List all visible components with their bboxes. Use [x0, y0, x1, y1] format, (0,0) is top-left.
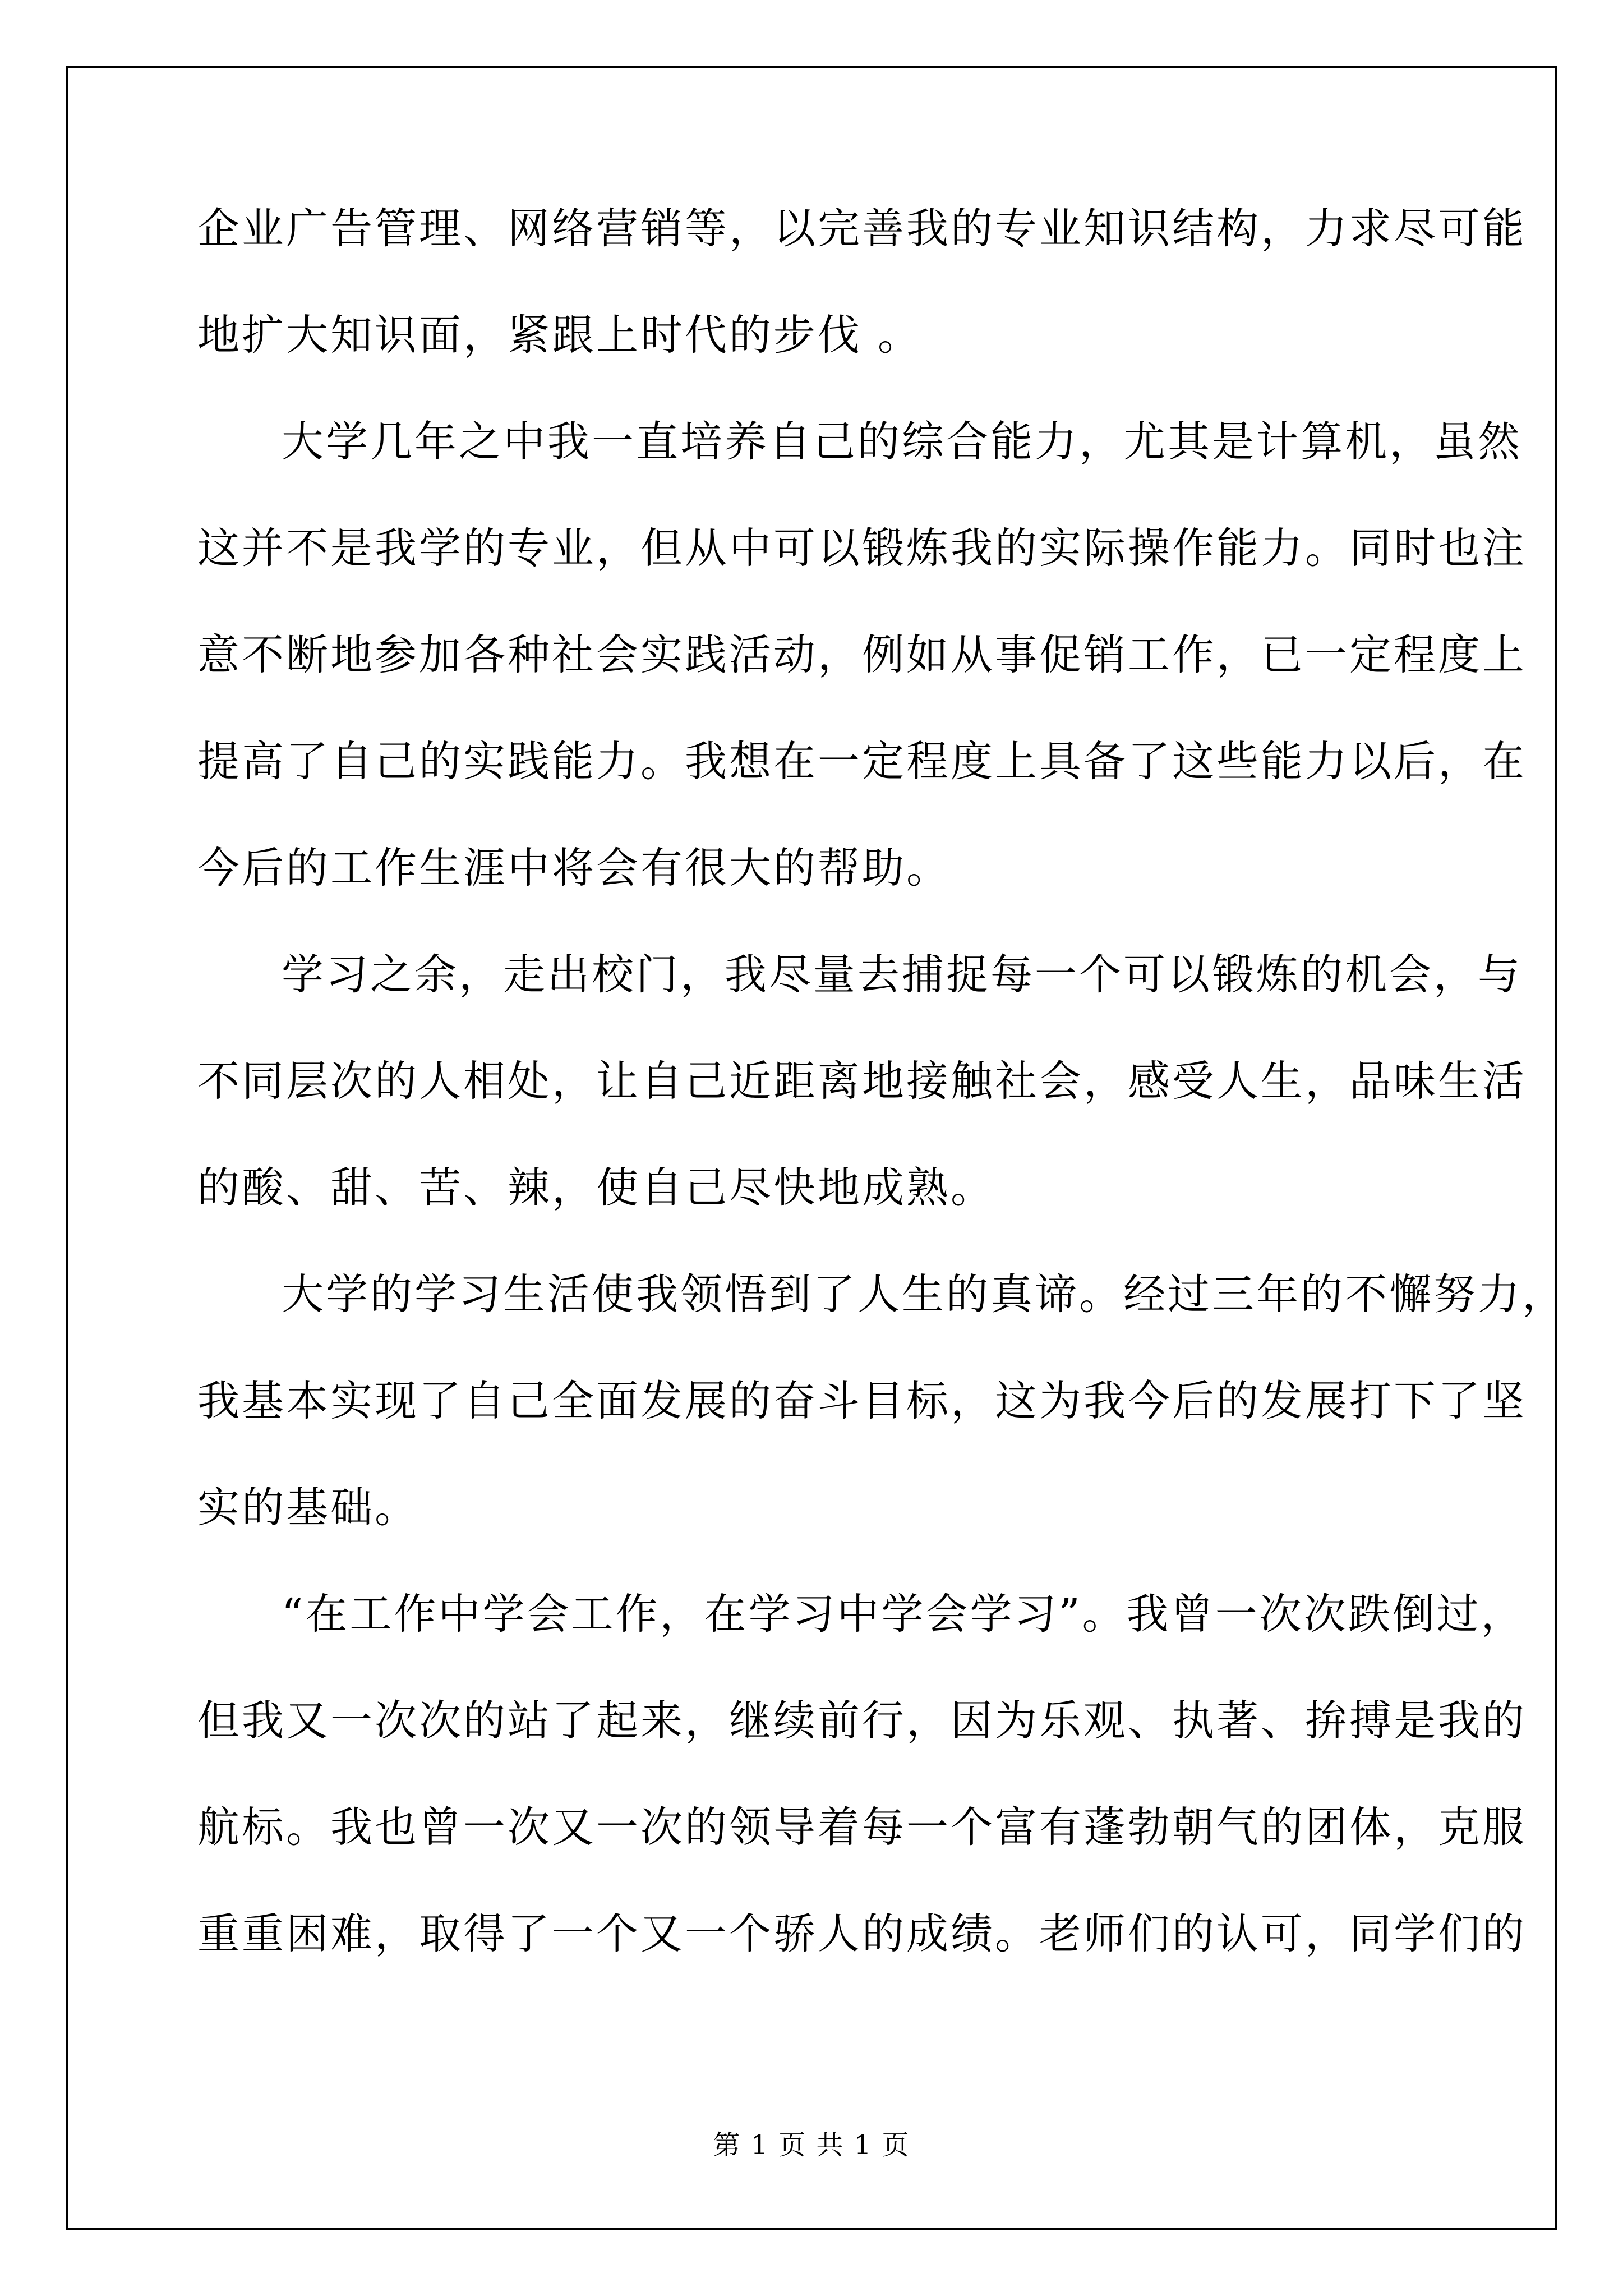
text-line: 大学的学习生活使我领悟到了人生的真谛。经过三年的不懈努力， [282, 1269, 1567, 1319]
text-line: 航标。我也曾一次又一次的领导着每一个富有蓬勃朝气的团体，克服 [197, 1802, 1527, 1852]
text-line: 今后的工作生涯中将会有很大的帮助。 [197, 843, 951, 892]
text-line: 的酸、甜、苦、辣，使自己尽快地成熟。 [197, 1163, 995, 1212]
text-line: 提高了自己的实践能力。我想在一定程度上具备了这些能力以后，在 [197, 737, 1527, 786]
text-line: 我基本实现了自己全面发展的奋斗目标，这为我今后的发展打下了坚 [197, 1376, 1527, 1425]
text-line: 学习之余，走出校门，我尽量去捕捉每一个可以锻炼的机会，与 [282, 950, 1523, 999]
text-line: 意不断地参加各种社会实践活动，例如从事促销工作，已一定程度上 [197, 630, 1527, 679]
text-line: 这并不是我学的专业，但从中可以锻炼我的实际操作能力。同时也注 [197, 523, 1527, 573]
document-body [197, 202, 1567, 2014]
text-line: 企业广告管理、网络营销等，以完善我的专业知识结构，力求尽可能 [197, 204, 1527, 253]
text-line: 地扩大知识面，紧跟上时代的步伐 。 [197, 310, 922, 360]
page-footer: 第 1 页 共 1 页 [713, 2129, 910, 2161]
text-line: 重重困难，取得了一个又一个骄人的成绩。老师们的认可，同学们的 [197, 1909, 1527, 1958]
text-line: 实的基础。 [197, 1483, 419, 1532]
text-line: “在工作中学会工作，在学习中学会学习”。我曾一次次跌倒过， [282, 1589, 1525, 1639]
text-line: 但我又一次次的站了起来，继续前行，因为乐观、执著、拚搏是我的 [197, 1696, 1527, 1745]
text-line: 不同层次的人相处，让自己近距离地接触社会，感受人生，品味生活 [197, 1056, 1527, 1106]
text-line: 大学几年之中我一直培养自己的综合能力，尤其是计算机，虽然 [282, 417, 1523, 466]
